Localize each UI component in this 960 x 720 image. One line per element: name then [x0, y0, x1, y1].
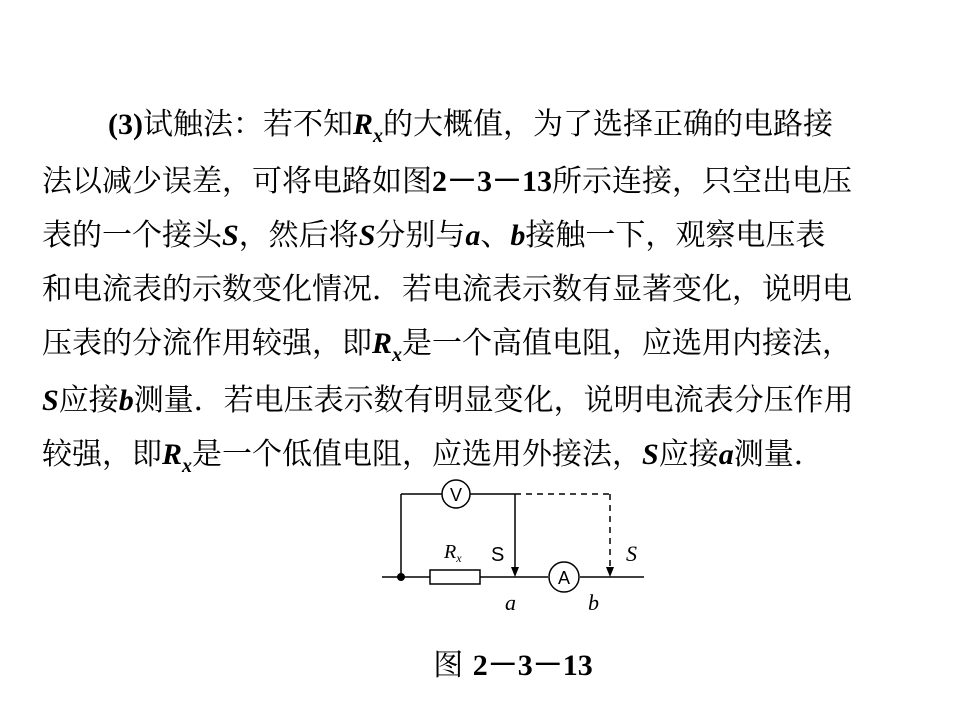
- caption-prefix: 图: [433, 648, 464, 683]
- line-6: S应接b测量．若电压表示数有明显变化，说明电流表分压作用: [42, 383, 854, 418]
- line-3: 表的一个接头S，然后将S分别与a、b接触一下，观察电压表: [42, 218, 826, 253]
- switch-dashed-arrow-icon: [606, 567, 614, 577]
- line-2: 法以减少误差，可将电路如图2－3－13所示连接，只空出电压: [42, 164, 852, 199]
- caption-number: 2－3－13: [472, 649, 593, 682]
- circuit-diagram: [372, 470, 652, 620]
- voltmeter-label: V: [449, 485, 463, 505]
- item-label: (3): [108, 108, 143, 141]
- point-b-label: b: [588, 590, 599, 615]
- line-1: (3)试触法：若不知$R_x$的大概值，为了选择正确的电路接: [108, 107, 833, 147]
- switch-solid-label: S: [491, 544, 505, 566]
- resistor-label: $R_x$: [444, 541, 462, 565]
- line-5: 压表的分流作用较强，即$R_x$是一个高值电阻，应选用内接法，: [42, 326, 853, 366]
- figure-reference: 2－3－13: [432, 165, 552, 198]
- ammeter-label: A: [557, 568, 571, 588]
- switch-dashed-label: S: [626, 541, 637, 566]
- point-a-label: a: [505, 590, 516, 615]
- line-7: 较强，即$R_x$是一个低值电阻，应选用外接法，S应接a测量．: [42, 437, 824, 477]
- line-4: 和电流表的示数变化情况．若电流表示数有显著变化，说明电: [42, 272, 852, 307]
- figure-caption: [0, 640, 960, 684]
- paragraph: [42, 98, 922, 485]
- resistor-icon: [430, 570, 480, 584]
- switch-solid-arrow-icon: [511, 567, 519, 577]
